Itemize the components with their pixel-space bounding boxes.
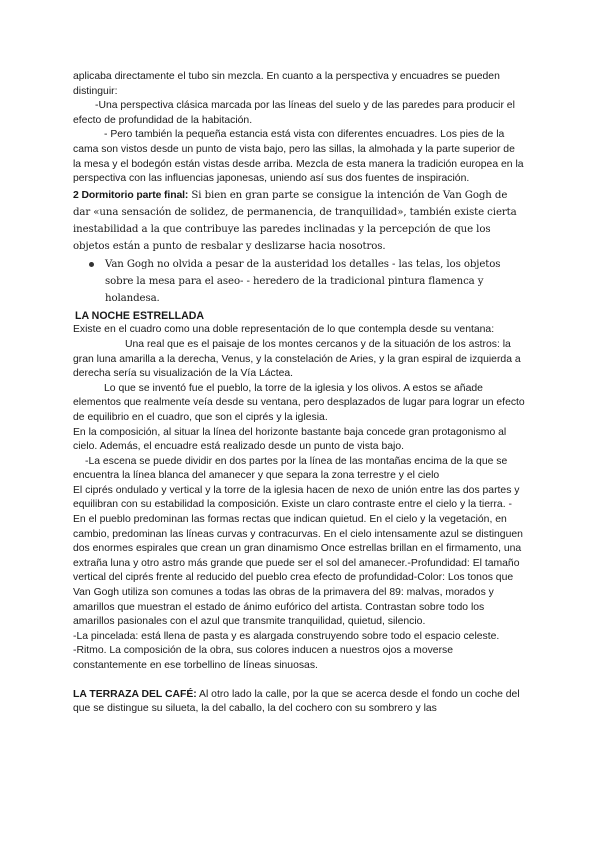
paragraph-perspective-intro: aplicaba directamente el tubo sin mezcla. En cuanto a la perspectiva y encuadres se pueden distinguir: [73, 71, 500, 97]
paragraph-terraza [73, 688, 525, 717]
noche-paragraph-4: En la composición, al situar la línea del horizonte bastante baja concede gran protagonismo al cielo. Además, el encuadre está realizado desde un punto de vista bajo. [73, 426, 507, 453]
document-page [73, 70, 525, 717]
noche-paragraph-2: Una real que es el paisaje de los montes cercanos y de la situación de los astros: la gran luna amarilla a la derecha, Venus, y la constelación de Aries, y la gran espiral de izquierda a derecha sería su visualización de la Vía Láctea. [73, 338, 521, 380]
terraza-heading: LA TERRAZA DEL CAFÉ: [73, 688, 197, 700]
section-spacer [73, 674, 525, 688]
terraza-text: Al otro lado la calle, por la que se acerca desde el fondo un coche del que se distingue su silueta, la del caballo, la del cochero con su sombrero y las [73, 688, 520, 715]
dormitorio-text: Si bien en gran parte se consigue la intención de Van Gogh de dar «una sensación de solidez, de permanencia, de tranquilidad», también existe cierta inestabilidad a la que contribuye las paredes inclinadas y la percepción de que los objetos están a punto de resbalar y deslizarse hacia nosotros. [73, 189, 517, 252]
dormitorio-bullet-text: Van Gogh no olvida a pesar de la austeridad los detalles - las telas, los objetos sobre la mesa para el aseo- - heredero de la tradicional pintura flamenca y holandesa. [105, 258, 501, 304]
dormitorio-heading: 2 Dormitorio parte final: [73, 189, 189, 201]
noche-paragraph-8: -Ritmo. La composición de la obra, sus colores inducen a nuestros ojos a moverse constantemente en ese torbellino de líneas sinuosas. [73, 645, 454, 671]
dormitorio-bullet [73, 256, 525, 307]
paragraph-dormitorio [73, 187, 525, 255]
paragraph-perspective-classic: -Una perspectiva clásica marcada por las líneas del suelo y de las paredes para producir el efecto de profundidad de la habitación. [73, 100, 515, 126]
noche-paragraph-1: Existe en el cuadro como una doble representación de lo que contempla desde su ventana: [73, 324, 495, 336]
section-title-noche-estrellada: LA NOCHE ESTRELLADA [75, 309, 205, 322]
noche-paragraph-3: Lo que se inventó fue el pueblo, la torre de la iglesia y los olivos. A estos se añade elementos que realmente veía desde su ventana, pero desplazados de lugar para lograr un efecto de equilibrio en el cuadro, que son el ciprés y la iglesia. [73, 382, 525, 423]
bullet-icon [89, 262, 94, 267]
paragraph-perspective-framing: - Pero también la pequeña estancia está vista con diferentes encuadres. Los pies de la cama son vistos desde un punto de vista bajo, pero las sillas, la almohada y la parte superior de la mesa y el bodegón están vistas desde arriba. Mezcla de esta manera la tradición europea en la perspectiva con las influencias japonesas, uniendo así sus dos fuentes de inspiración. [73, 129, 524, 185]
noche-paragraph-5: -La escena se puede dividir en dos partes por la línea de las montañas encima de la que se encuentra la línea blanca del amanecer y que separa la zona terrestre y el cielo [73, 455, 508, 482]
noche-paragraph-6: El ciprés ondulado y vertical y la torre de la iglesia hacen de nexo de unión entre las dos partes y equilibran con su estabilidad la composición. Existe un claro contraste entre el cielo y la tierra. - En el pueblo predominan las formas rectas que indican quietud. En el cielo y la vegetación, en cambio, predominan las líneas curvas y contracurvas. En el cielo intensamente azul se distinguen dos enormes espirales que crean un gran dinamismo Once estrellas brillan en el firmamento, una extraña luna y otro astro más grande que puede ser el sol del amanecer.-Profundidad: El tamaño vertical del ciprés frente al reducido del pueblo crea efecto de profundidad-Color: Los tonos que Van Gogh utiliza son comunes a todas las obras de la primavera del 89: malvas, morados y amarillos que muestran el estado de ánimo eufórico del artista. Contrastan sobre todo los amarillos pasionales con el azul que transmite tranquilidad, quietud, silencio. [73, 484, 523, 628]
noche-paragraph-7: -La pincelada: está llena de pasta y es alargada construyendo sobre todo el espacio celeste. [73, 630, 500, 642]
